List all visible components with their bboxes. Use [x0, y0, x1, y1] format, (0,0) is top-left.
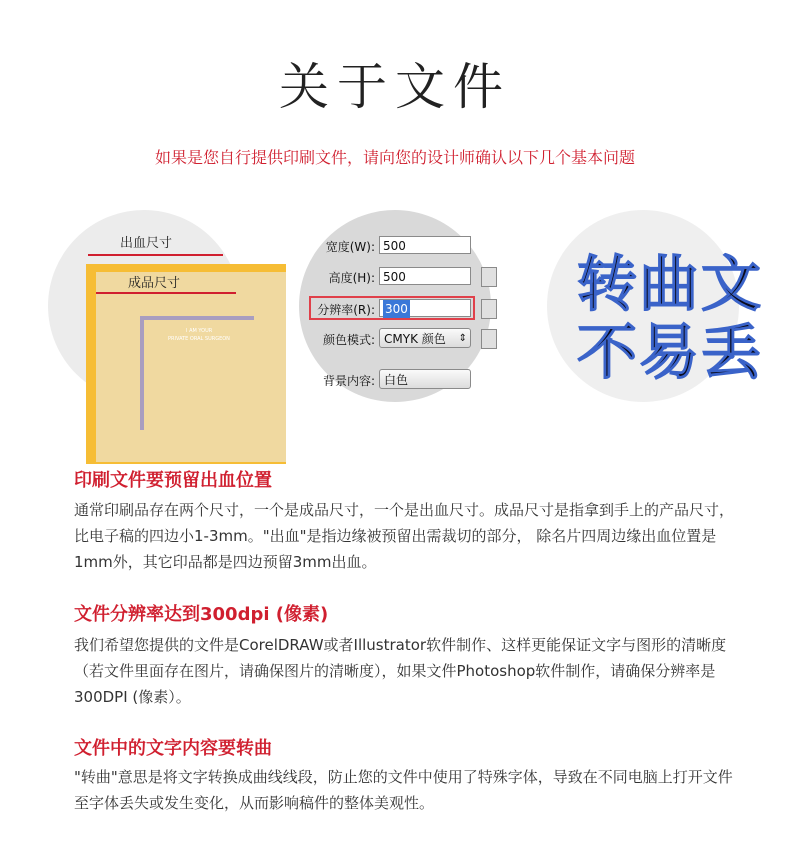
trim-line: [96, 292, 236, 294]
page-title: 关于文件: [279, 58, 511, 116]
width-label: 宽度(W):: [325, 240, 375, 254]
section-body-bleed: 通常印刷品存在两个尺寸，一个是成品尺寸，一个是出血尺寸。成品尺寸是指拿到手上的产品尺寸，比电子稿的四边小1-3mm。"出血"是指边缘被预留出需裁切的部分， 除名片四周边缘出血位置是1mm外，其它印品都是四边预留3mm出血。: [74, 501, 735, 571]
section-heading-bleed: 印刷文件要预留出血位置: [74, 470, 272, 491]
outlined-text-line-1: 转曲文: [577, 250, 763, 320]
height-unit-select[interactable]: [481, 267, 497, 287]
background-label: 背景内容:: [322, 374, 375, 388]
resolution-value: 300: [385, 302, 408, 316]
section-heading-outline: 文件中的文字内容要转曲: [74, 738, 272, 759]
resolution-field[interactable]: [379, 299, 471, 317]
page-subtitle: 如果是您自行提供印刷文件，请向您的设计师确认以下几个基本问题: [154, 148, 635, 167]
outlined-text-line-2: 不易丢: [577, 318, 763, 388]
color-mode-select[interactable]: [379, 328, 471, 348]
section-body-outline: "转曲"意思是将文字转换成曲线线段，防止您的文件中使用了特殊字体，导致在不同电脑上打开文件至字体丢失或发生变化，从而影响稿件的整体美观性。: [74, 768, 733, 812]
chevron-updown-icon: ⇕: [458, 333, 467, 344]
outlined-text-illustration: [547, 210, 763, 402]
background-select[interactable]: [379, 369, 471, 389]
bleed-line: [88, 254, 223, 256]
section-body-resolution: 我们希望您提供的文件是CorelDRAW或者Illustrator软件制作、这样更能保证文字与图形的清晰度（若文件里面存在图片，请确保图片的清晰度），如果文件Photoshop软件制作，请确保分辨率是300DPI (像素）。: [74, 636, 727, 706]
height-field[interactable]: 500: [379, 267, 471, 285]
section-heading-resolution: 文件分辨率达到300dpi (像素): [74, 604, 329, 625]
height-label: 高度(H):: [328, 271, 375, 285]
color-depth-select[interactable]: [481, 329, 497, 349]
trim-size-label: 成品尺寸: [128, 276, 181, 291]
bleed-illustration: [48, 210, 240, 402]
bleed-size-label: 出血尺寸: [120, 236, 173, 251]
sample-text-1: I AM YOUR: [186, 328, 213, 334]
color-mode-label: 颜色模式:: [322, 333, 375, 347]
resolution-unit-select[interactable]: [481, 299, 497, 319]
resolution-label: 分辨率(R):: [317, 303, 375, 317]
background-value: 白色: [384, 373, 409, 387]
resolution-dialog-illustration: [299, 210, 491, 402]
width-field[interactable]: 500: [379, 236, 471, 254]
color-mode-value: CMYK 颜色: [384, 332, 446, 346]
sample-text-2: PRIVATE ORAL SURGEON: [168, 336, 230, 342]
